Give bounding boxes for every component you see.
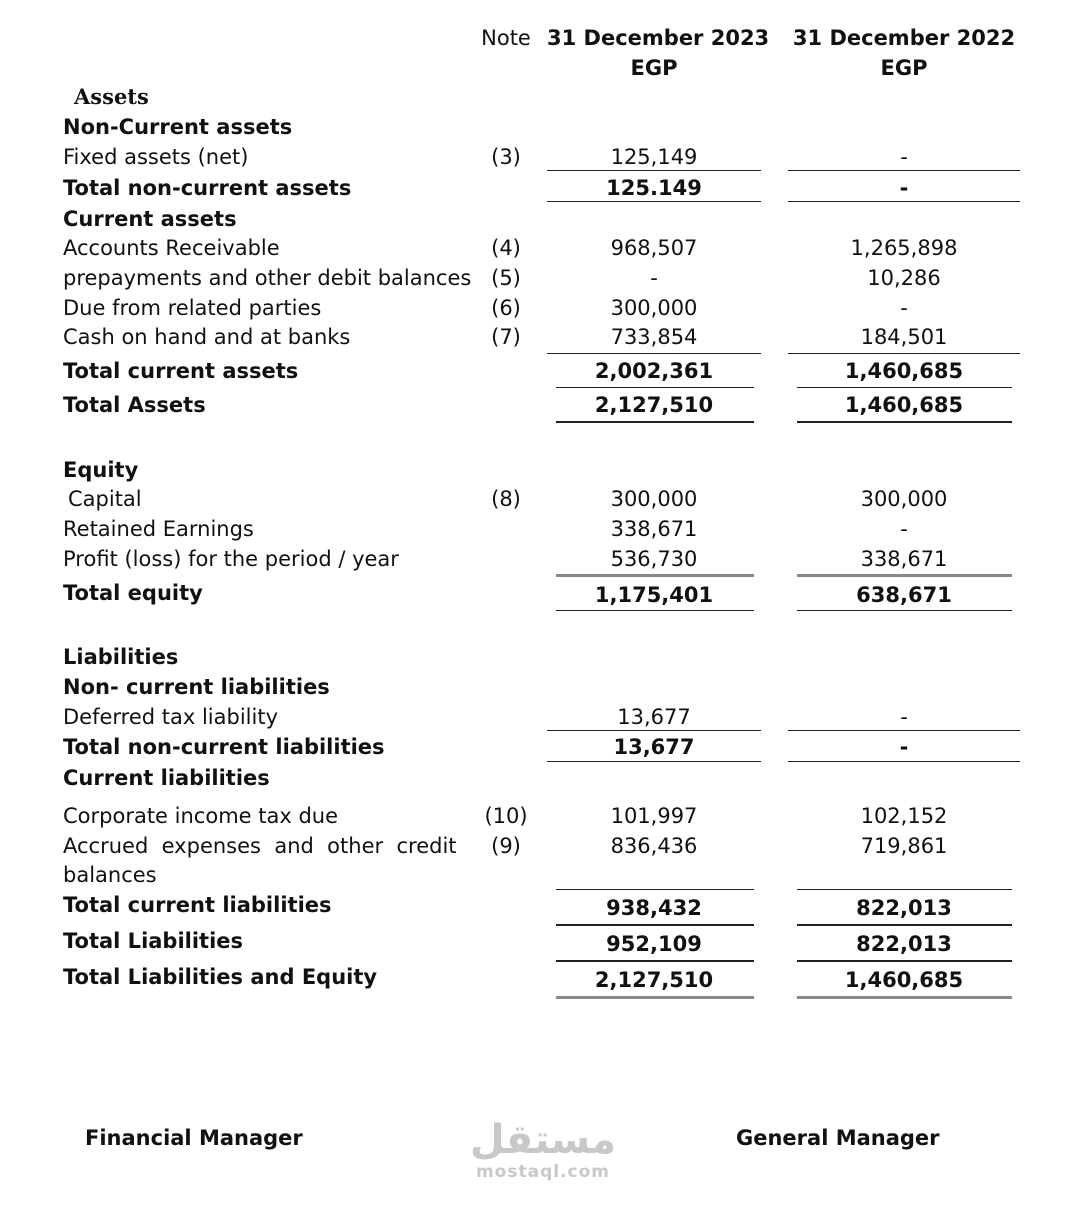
divider	[788, 170, 1020, 171]
total-current-assets-label: Total current assets	[63, 359, 299, 383]
deferred-tax-2022: -	[900, 705, 908, 729]
mostaql-watermark	[468, 1118, 618, 1182]
divider	[556, 889, 754, 890]
divider	[556, 924, 754, 926]
fixed-assets-label: Fixed assets (net)	[63, 145, 249, 169]
accrued-expenses-label-cont: balances	[63, 863, 157, 887]
divider	[556, 421, 754, 423]
income-tax-2023: 101,997	[610, 804, 698, 828]
divider	[547, 730, 761, 731]
assets-title: Assets	[74, 84, 149, 109]
total-assets-2023: 2,127,510	[594, 393, 714, 417]
divider	[547, 170, 761, 171]
current-assets-heading: Current assets	[63, 207, 237, 231]
accrued-expenses-note: (9)	[491, 834, 521, 858]
accrued-expenses-2023: 836,436	[610, 834, 698, 858]
fixed-assets-note: (3)	[491, 145, 521, 169]
divider	[556, 610, 754, 611]
accounts-receivable-note: (4)	[491, 236, 521, 260]
income-tax-label: Corporate income tax due	[63, 804, 339, 828]
capital-note: (8)	[491, 487, 521, 511]
retained-earnings-2022: -	[900, 517, 908, 541]
retained-earnings-2023: 338,671	[610, 517, 698, 541]
divider	[797, 574, 1012, 577]
capital-2023: 300,000	[610, 487, 698, 511]
total-liabilities-2023: 952,109	[606, 932, 702, 956]
divider	[797, 996, 1012, 999]
total-liabilities-equity-2022: 1,460,685	[844, 968, 964, 992]
total-current-assets-2023: 2,002,361	[594, 359, 714, 383]
column-header-2022: 31 December 2022	[792, 26, 1016, 50]
capital-2022: 300,000	[860, 487, 948, 511]
liabilities-title: Liabilities	[63, 645, 179, 669]
watermark-arabic-text: مستقل	[469, 1117, 617, 1163]
total-assets-2022: 1,460,685	[844, 393, 964, 417]
watermark-latin-text: mostaql.com	[475, 1162, 611, 1182]
total-non-current-liabilities-2022: -	[899, 735, 909, 759]
divider	[547, 761, 761, 762]
cash-label: Cash on hand and at banks	[63, 325, 351, 349]
total-assets-label: Total Assets	[63, 393, 206, 417]
accrued-expenses-label: Accrued expenses and other credit	[63, 834, 457, 858]
divider	[797, 610, 1012, 611]
due-from-related-2022: -	[900, 296, 908, 320]
general-manager-signature: General Manager	[736, 1126, 940, 1150]
capital-label: Capital	[68, 487, 142, 511]
divider	[797, 924, 1012, 926]
accounts-receivable-label: Accounts Receivable	[63, 236, 280, 260]
retained-earnings-label: Retained Earnings	[63, 517, 254, 541]
financial-manager-signature: Financial Manager	[85, 1126, 303, 1150]
total-non-current-assets-2023: 125.149	[606, 176, 702, 200]
total-non-current-liabilities-label: Total non-current liabilities	[63, 735, 385, 759]
note-column-header: Note	[481, 26, 531, 50]
total-current-assets-2022: 1,460,685	[844, 359, 964, 383]
cash-note: (7)	[491, 325, 521, 349]
total-liabilities-2022: 822,013	[856, 932, 952, 956]
divider	[788, 201, 1020, 202]
total-current-liabilities-label: Total current liabilities	[63, 893, 332, 917]
divider	[797, 421, 1012, 423]
divider	[556, 387, 754, 388]
profit-2023: 536,730	[610, 547, 698, 571]
total-liabilities-label: Total Liabilities	[63, 929, 244, 953]
total-non-current-assets-2022: -	[899, 176, 909, 200]
prepayments-note: (5)	[491, 266, 521, 290]
equity-title: Equity	[63, 458, 139, 482]
income-tax-2022: 102,152	[860, 804, 948, 828]
deferred-tax-label: Deferred tax liability	[63, 705, 279, 729]
total-current-liabilities-2023: 938,432	[606, 896, 702, 920]
current-liabilities-heading: Current liabilities	[63, 766, 270, 790]
divider	[797, 387, 1012, 388]
due-from-related-2023: 300,000	[610, 296, 698, 320]
fixed-assets-2022: -	[900, 145, 908, 169]
total-current-liabilities-2022: 822,013	[856, 896, 952, 920]
cash-2023: 733,854	[610, 325, 698, 349]
total-equity-2023: 1,175,401	[594, 583, 714, 607]
profit-label: Profit (loss) for the period / year	[63, 547, 399, 571]
non-current-assets-heading: Non-Current assets	[63, 115, 293, 139]
total-equity-label: Total equity	[63, 581, 203, 605]
prepayments-label: prepayments and other debit balances	[63, 266, 472, 290]
total-equity-2022: 638,671	[856, 583, 952, 607]
divider	[788, 730, 1020, 731]
cash-2022: 184,501	[860, 325, 948, 349]
divider	[547, 353, 761, 354]
prepayments-2023: -	[650, 266, 658, 290]
divider	[788, 761, 1020, 762]
accounts-receivable-2022: 1,265,898	[850, 236, 958, 260]
prepayments-2022: 10,286	[867, 266, 941, 290]
total-liabilities-equity-label: Total Liabilities and Equity	[63, 965, 378, 989]
profit-2022: 338,671	[860, 547, 948, 571]
total-liabilities-equity-2023: 2,127,510	[594, 968, 714, 992]
due-from-related-label: Due from related parties	[63, 296, 322, 320]
fixed-assets-2023: 125,149	[610, 145, 698, 169]
divider	[788, 353, 1020, 354]
currency-2022: EGP	[880, 56, 928, 80]
column-header-2023: 31 December 2023	[547, 26, 770, 50]
due-from-related-note: (6)	[491, 296, 521, 320]
total-non-current-assets-label: Total non-current assets	[63, 176, 352, 200]
accounts-receivable-2023: 968,507	[610, 236, 698, 260]
divider	[556, 960, 754, 962]
currency-2023: EGP	[630, 56, 678, 80]
income-tax-note: (10)	[484, 804, 528, 828]
non-current-liabilities-heading: Non- current liabilities	[63, 675, 330, 699]
divider	[547, 201, 761, 202]
divider	[797, 889, 1012, 890]
accrued-expenses-2022: 719,861	[860, 834, 948, 858]
divider	[556, 574, 754, 577]
total-non-current-liabilities-2023: 13,677	[613, 735, 695, 759]
divider	[797, 960, 1012, 962]
divider	[556, 996, 754, 999]
deferred-tax-2023: 13,677	[617, 705, 691, 729]
